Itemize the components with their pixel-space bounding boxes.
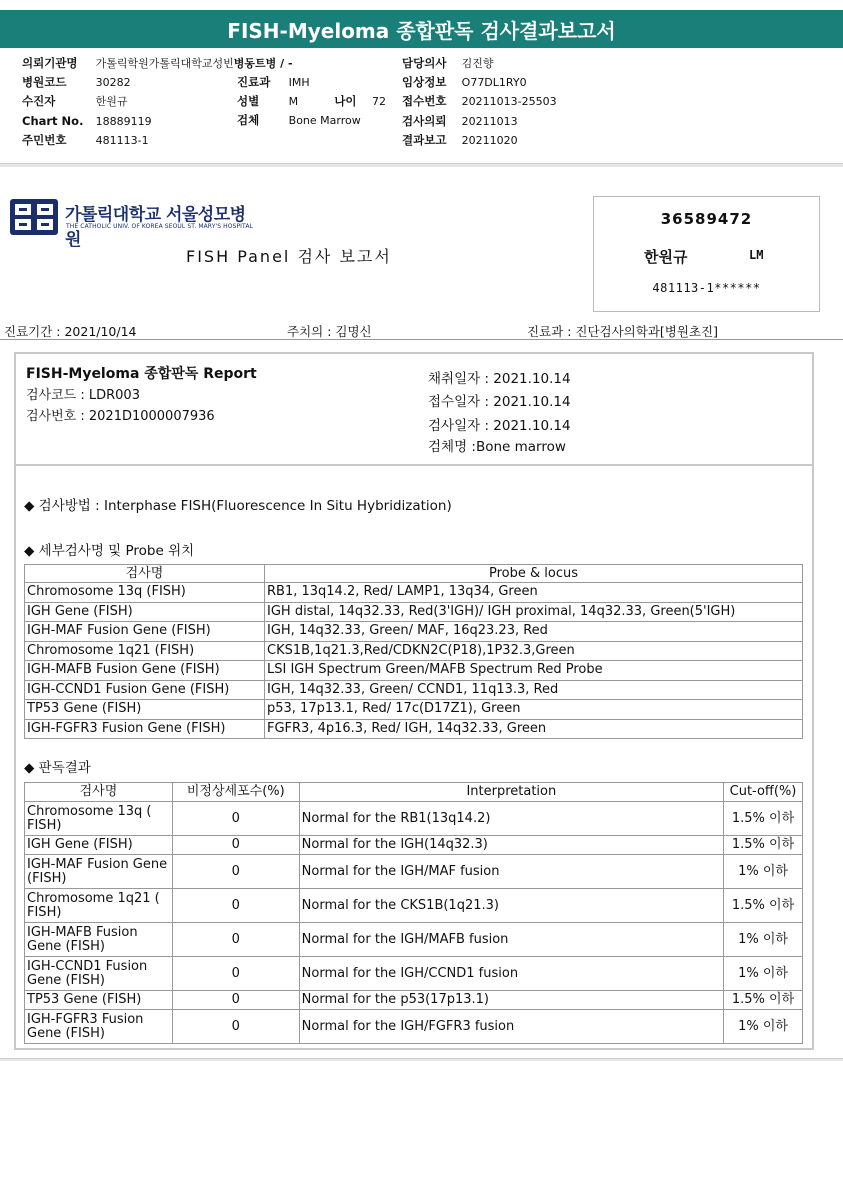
table-row [25, 991, 803, 1010]
hospital-emblem-icon [9, 198, 59, 236]
id-name: 한원규 [644, 248, 688, 266]
probe-locus: IGH, 14q32.33, Green/ MAF, 16q23.23, Red [265, 622, 803, 642]
rrn-label: 주민번호 [22, 133, 67, 147]
test-number: 검사번호 : 2021D1000007936 [26, 409, 215, 424]
result-header-test: 검사명 [25, 783, 173, 802]
visit-dept: 진료과 : 진단검사의학과[병원초진] [527, 324, 718, 339]
result-cutoff: 1.5% 이하 [724, 836, 803, 855]
probe-locus: p53, 17p13.1, Red/ 17c(D17Z1), Green [265, 700, 803, 720]
rrn-value: 481113-1 [95, 134, 149, 147]
id-number: 36589472 [660, 210, 753, 228]
result-cutoff: 1.5% 이하 [724, 802, 803, 836]
table-row [25, 700, 803, 720]
probe-test-name: IGH-CCND1 Fusion Gene (FISH) [25, 680, 265, 700]
table-row [25, 719, 803, 739]
result-cutoff: 1% 이하 [724, 957, 803, 991]
hospital-code-label: 병원코드 [22, 75, 67, 89]
hospital-logo [9, 198, 259, 250]
request-value: 20211013 [461, 115, 518, 128]
receipt-value: 20211013-25503 [461, 95, 557, 108]
probe-locus: IGH distal, 14q32.33, Red(3'IGH)/ IGH proximal, 14q32.33, Green(5'IGH) [265, 602, 803, 622]
dept-label: 진료과 [237, 75, 271, 89]
result-test-name: Chromosome 13q ( FISH) [25, 802, 173, 836]
tested-date: 검사일자 : 2021.10.14 [428, 418, 571, 434]
section-divider [0, 1058, 843, 1061]
age-label: 나이 [334, 94, 357, 108]
table-row [25, 1010, 803, 1044]
specimen-value: Bone Marrow [288, 114, 361, 127]
probe-test-name: IGH-MAF Fusion Gene (FISH) [25, 622, 265, 642]
result-header-interpretation: Interpretation [299, 783, 723, 802]
patient-id-box [593, 196, 820, 312]
result-table [24, 782, 803, 1044]
request-label: 검사의뢰 [402, 114, 447, 128]
report-header [16, 354, 812, 466]
result-interpretation: Normal for the IGH/MAFB fusion [299, 923, 723, 957]
result-abnormal: 0 [172, 889, 299, 923]
probe-locus: IGH, 14q32.33, Green/ CCND1, 11q13.3, Red [265, 680, 803, 700]
test-code: 검사코드 : LDR003 [26, 388, 140, 403]
sex-value: M [288, 95, 299, 108]
specimen-name: 검체명 :Bone marrow [428, 439, 566, 455]
result-interpretation: Normal for the p53(17p13.1) [299, 991, 723, 1010]
probe-header-locus: Probe & locus [265, 565, 803, 583]
result-test-name: Chromosome 1q21 ( FISH) [25, 889, 173, 923]
result-test-name: IGH Gene (FISH) [25, 836, 173, 855]
doctor-label: 담당의사 [402, 56, 447, 70]
id-rrn: 481113-1****** [652, 281, 761, 295]
result-abnormal: 0 [172, 923, 299, 957]
result-test-name: IGH-MAFB Fusion Gene (FISH) [25, 923, 173, 957]
chart-label: Chart No. [22, 114, 84, 128]
section-divider [0, 163, 843, 167]
report-panel [14, 352, 814, 1050]
table-row [25, 802, 803, 836]
table-row [25, 957, 803, 991]
hospital-code-value: 30282 [95, 76, 131, 89]
probe-locus: LSI IGH Spectrum Green/MAFB Spectrum Red Probe [265, 661, 803, 681]
doctor-value: 김진향 [461, 57, 494, 70]
result-test-name: TP53 Gene (FISH) [25, 991, 173, 1010]
result-cutoff: 1% 이하 [724, 855, 803, 889]
ward-label: 병동트병 / - [233, 57, 293, 70]
result-abnormal: 0 [172, 957, 299, 991]
institution-label: 의뢰기관명 [22, 56, 78, 70]
table-row [25, 622, 803, 642]
result-abnormal: 0 [172, 855, 299, 889]
table-row [25, 855, 803, 889]
clinical-value: O77DL1RY0 [461, 76, 527, 89]
report-title: FISH-Myeloma 종합판독 검사결과보고서 [227, 18, 616, 43]
hospital-name-en: THE CATHOLIC UNIV. OF KOREA SEOUL ST. MARY'S HOSPITAL [66, 223, 254, 230]
receipt-label: 접수번호 [402, 94, 447, 108]
probe-locus: FGFR3, 4p16.3, Red/ IGH, 14q32.33, Green [265, 719, 803, 739]
probe-test-name: IGH Gene (FISH) [25, 602, 265, 622]
probe-test-name: Chromosome 13q (FISH) [25, 583, 265, 603]
clinical-label: 임상정보 [402, 75, 447, 89]
result-header-abnormal: 비정상세포수(%) [172, 783, 299, 802]
result-interpretation: Normal for the IGH/MAF fusion [299, 855, 723, 889]
table-row [25, 889, 803, 923]
table-row [25, 923, 803, 957]
visit-info-line [0, 322, 843, 340]
result-test-name: IGH-CCND1 Fusion Gene (FISH) [25, 957, 173, 991]
table-row [25, 583, 803, 603]
probe-test-name: TP53 Gene (FISH) [25, 700, 265, 720]
patient-value: 한원규 [95, 95, 128, 108]
probe-table-header [25, 565, 803, 583]
id-code: LM [749, 248, 764, 262]
result-abnormal: 0 [172, 1010, 299, 1044]
report-title-bar [0, 10, 843, 48]
probe-locus: RB1, 13q14.2, Red/ LAMP1, 13q34, Green [265, 583, 803, 603]
probe-heading: ◆ 세부검사명 및 Probe 위치 [24, 543, 195, 559]
report-panel-title: FISH-Myeloma 종합판독 Report [26, 366, 257, 382]
result-interpretation: Normal for the IGH/CCND1 fusion [299, 957, 723, 991]
institution-value: 가톨릭학원가톨릭대학교성빈 [95, 57, 234, 70]
table-row [25, 641, 803, 661]
result-table-header [25, 783, 803, 802]
result-test-name: IGH-MAF Fusion Gene (FISH) [25, 855, 173, 889]
result-abnormal: 0 [172, 802, 299, 836]
specimen-label: 검체 [237, 113, 260, 127]
sex-label: 성별 [237, 94, 260, 108]
age-value: 72 [371, 95, 386, 108]
patient-label: 수진자 [22, 94, 56, 108]
panel-title: FISH Panel 검사 보고서 [186, 247, 392, 266]
result-cutoff: 1.5% 이하 [724, 991, 803, 1010]
result-abnormal: 0 [172, 991, 299, 1010]
method-line: ◆ 검사방법 : Interphase FISH(Fluorescence In Situ Hybridization) [24, 498, 452, 514]
table-row [25, 836, 803, 855]
result-test-name: IGH-FGFR3 Fusion Gene (FISH) [25, 1010, 173, 1044]
table-row [25, 602, 803, 622]
received-date: 접수일자 : 2021.10.14 [428, 394, 571, 410]
result-interpretation: Normal for the IGH(14q32.3) [299, 836, 723, 855]
hospital-name-kr: 가톨릭대학교 서울성모병원 [65, 205, 246, 250]
result-cutoff: 1% 이하 [724, 1010, 803, 1044]
result-heading: ◆ 판독결과 [24, 760, 91, 776]
visit-physician: 주치의 : 김명신 [287, 324, 372, 339]
visit-period: 진료기간 : 2021/10/14 [4, 324, 137, 339]
result-header-cutoff: Cut-off(%) [724, 783, 803, 802]
result-abnormal: 0 [172, 836, 299, 855]
result-cutoff: 1% 이하 [724, 923, 803, 957]
result-interpretation: Normal for the CKS1B(1q21.3) [299, 889, 723, 923]
chart-value: 18889119 [95, 115, 152, 128]
result-interpretation: Normal for the IGH/FGFR3 fusion [299, 1010, 723, 1044]
table-row [25, 680, 803, 700]
report-date-value: 20211020 [461, 134, 518, 147]
dept-value: IMH [288, 76, 310, 89]
collected-date: 채취일자 : 2021.10.14 [428, 371, 571, 387]
probe-test-name: Chromosome 1q21 (FISH) [25, 641, 265, 661]
report-date-label: 결과보고 [402, 133, 447, 147]
probe-table [24, 564, 803, 739]
result-interpretation: Normal for the RB1(13q14.2) [299, 802, 723, 836]
result-cutoff: 1.5% 이하 [724, 889, 803, 923]
probe-header-test: 검사명 [25, 565, 265, 583]
probe-test-name: IGH-FGFR3 Fusion Gene (FISH) [25, 719, 265, 739]
probe-locus: CKS1B,1q21.3,Red/CDKN2C(P18),1P32.3,Green [265, 641, 803, 661]
probe-test-name: IGH-MAFB Fusion Gene (FISH) [25, 661, 265, 681]
table-row [25, 661, 803, 681]
